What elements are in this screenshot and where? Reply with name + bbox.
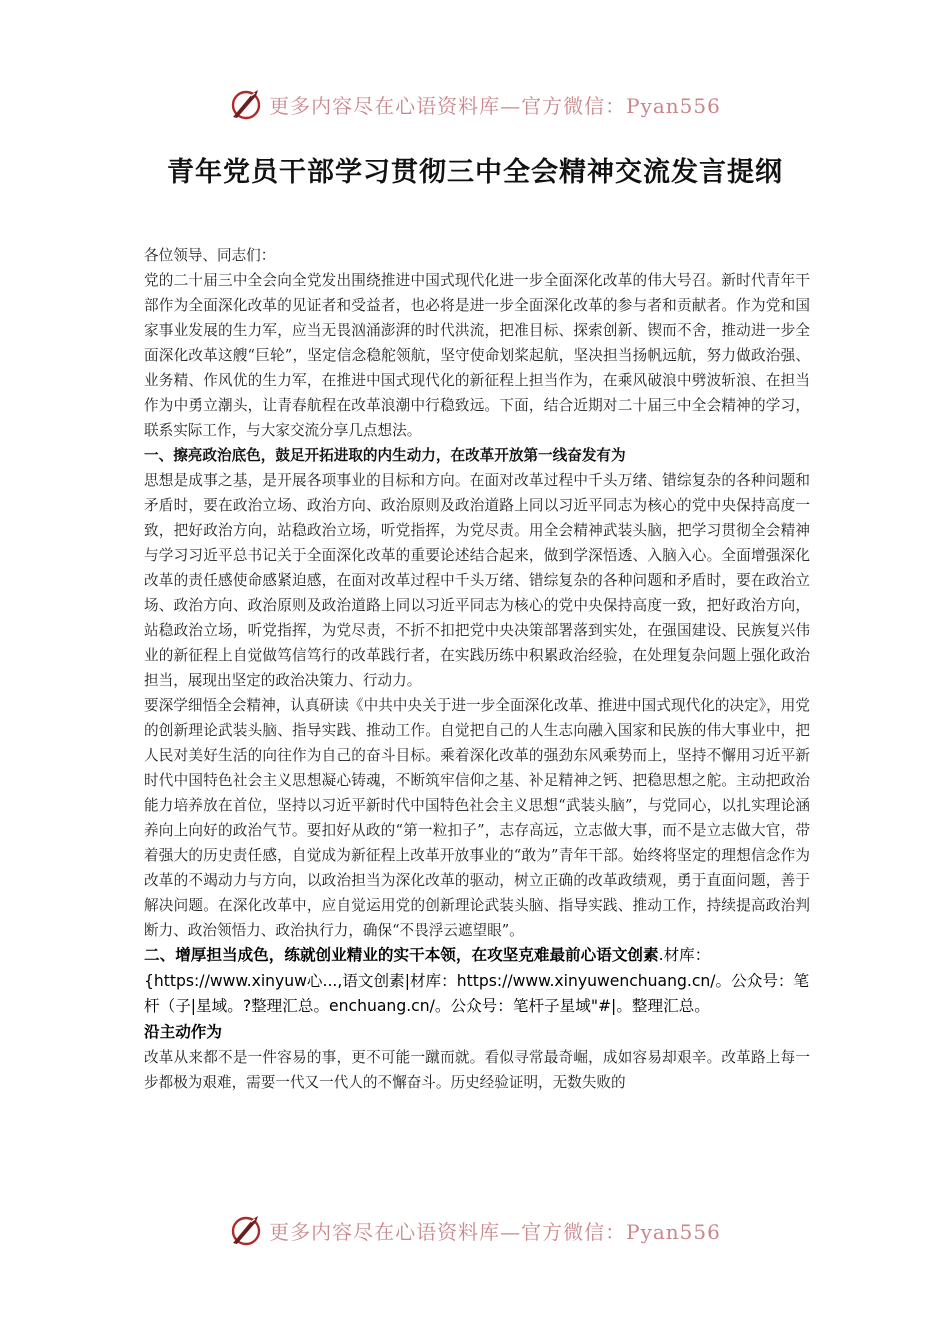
banner-text: 更多内容尽在心语资料库—官方微信：Pyan556 <box>269 93 721 118</box>
document-body <box>144 243 810 1095</box>
quill-logo-icon <box>229 87 263 121</box>
salutation: 各位领导、同志们： <box>144 247 276 264</box>
page-title: 青年党员干部学习贯彻三中全会精神交流发言提纲 <box>167 157 783 188</box>
section-2-paragraph-1: 改革从来都不是一件容易的事，更不可能一蹴而就。看似寻常最奇崛，成如容易却艰辛。改革路上每一步都极为艰难，需要一代又一代人的不懈奋斗。历史经验证明，无数失败的 <box>144 1049 810 1091</box>
section-1-heading: 一、擦亮政治底色，鼓足开拓进取的内生动力，在改革开放第一线奋发有为 <box>144 447 626 464</box>
quill-logo-icon <box>229 1213 263 1247</box>
footer-banner <box>0 1210 950 1250</box>
section-1-paragraph-2: 要深学细悟全会精神，认真研读《中共中央关于进一步全面深化改革、推进中国式现代化的决定》，用党的创新理论武装头脑、指导实践、推动工作。自觉把自己的人生志向融入国家和民族的伟大事业中，把人民对美好生活的向往作为自己的奋斗目标。乘着深化改革的强劲东风乘势而上，坚持不懈用习近平新时代中国特色社会主义思想凝心铸魂，不断筑牢信仰之基、补足精神之钙、把稳思想之舵。主动把政治能力培养放在首位，坚持以习近平新时代中国特色社会主义思想“武装头脑”，与党同心，以扎实理论涵养向上向好的政治气节。要扣好从政的“第一粒扣子”，志存高远，立志做大事，而不是立志做大官，带着强大的历史责任感，自觉成为新征程上改革开放事业的“敢为”青年干部。始终将坚定的理想信念作为改革的不竭动力与方向，以政治担当为深化改革的驱动，树立正确的改革政绩观，勇于直面问题，善于解决问题。在深化改革中，应自觉运用党的创新理论武装头脑、指导实践、推动工作，持续提高政治判断力、政治领悟力、政治执行力，确保“不畏浮云遮望眼”。 <box>144 697 810 939</box>
header-banner <box>0 84 950 124</box>
intro-paragraph: 党的二十届三中全会向全党发出围绕推进中国式现代化进一步全面深化改革的伟大号召。新时代青年干部作为全面深化改革的见证者和受益者，也必将是进一步全面深化改革的参与者和贡献者。作为党和国家事业发展的生力军，应当无畏汹涌澎湃的时代洪流，把准目标、探索创新、锲而不舍，推动进一步全面深化改革这艘“巨轮”，坚定信念稳舵领航，坚守使命划桨起航，坚决担当扬帆远航，努力做政治强、业务精、作风优的生力军，在推进中国式现代化的新征程上担当作为，在乘风破浪中劈波斩浪、在担当作为中勇立潮头，让青春航程在改革浪潮中行稳致远。下面，结合近期对二十届三中全会精神的学习，联系实际工作，与大家交流分享几点想法。 <box>144 272 810 439</box>
section-2-heading <box>144 943 810 1045</box>
section-2-heading-main: 二、增厚担当成色，练就创业精业的实干本领，在攻坚克难最前心语文创素 <box>144 946 659 964</box>
section-2-heading-tail: 沿主动作为 <box>144 1022 222 1041</box>
banner-text: 更多内容尽在心语资料库—官方微信：Pyan556 <box>269 1219 721 1244</box>
section-2-heading-watermark: .材库：{https://www.xinyuw心...,语文创素|材库：https://www.xinyuwenchuang.cn/。公众号：笔杆（子|星域。?整理汇总。enchuang.cn/。公众号：笔杆子星域"#|。整理汇总。 <box>144 946 810 1015</box>
section-1-paragraph-1: 思想是成事之基，是开展各项事业的目标和方向。在面对改革过程中千头万绪、错综复杂的各种问题和矛盾时，要在政治立场、政治方向、政治原则及政治道路上同以习近平同志为核心的党中央保持高度一致，把好政治方向，站稳政治立场，听党指挥，为党尽责。用全会精神武装头脑，把学习贯彻全会精神与学习习近平总书记关于全面深化改革的重要论述结合起来，做到学深悟透、入脑入心。全面增强深化改革的责任感使命感紧迫感，在面对改革过程中千头万绪、错综复杂的各种问题和矛盾时，要在政治立场、政治方向、政治原则及政治道路上同以习近平同志为核心的党中央保持高度一致，把好政治方向，站稳政治立场，听党指挥，为党尽责，不折不扣把党中央决策部署落到实处，在强国建设、民族复兴伟业的新征程上自觉做笃信笃行的改革践行者，在实践历练中积累政治经验，在处理复杂问题上强化政治担当，展现出坚定的政治决策力、行动力。 <box>144 472 810 689</box>
